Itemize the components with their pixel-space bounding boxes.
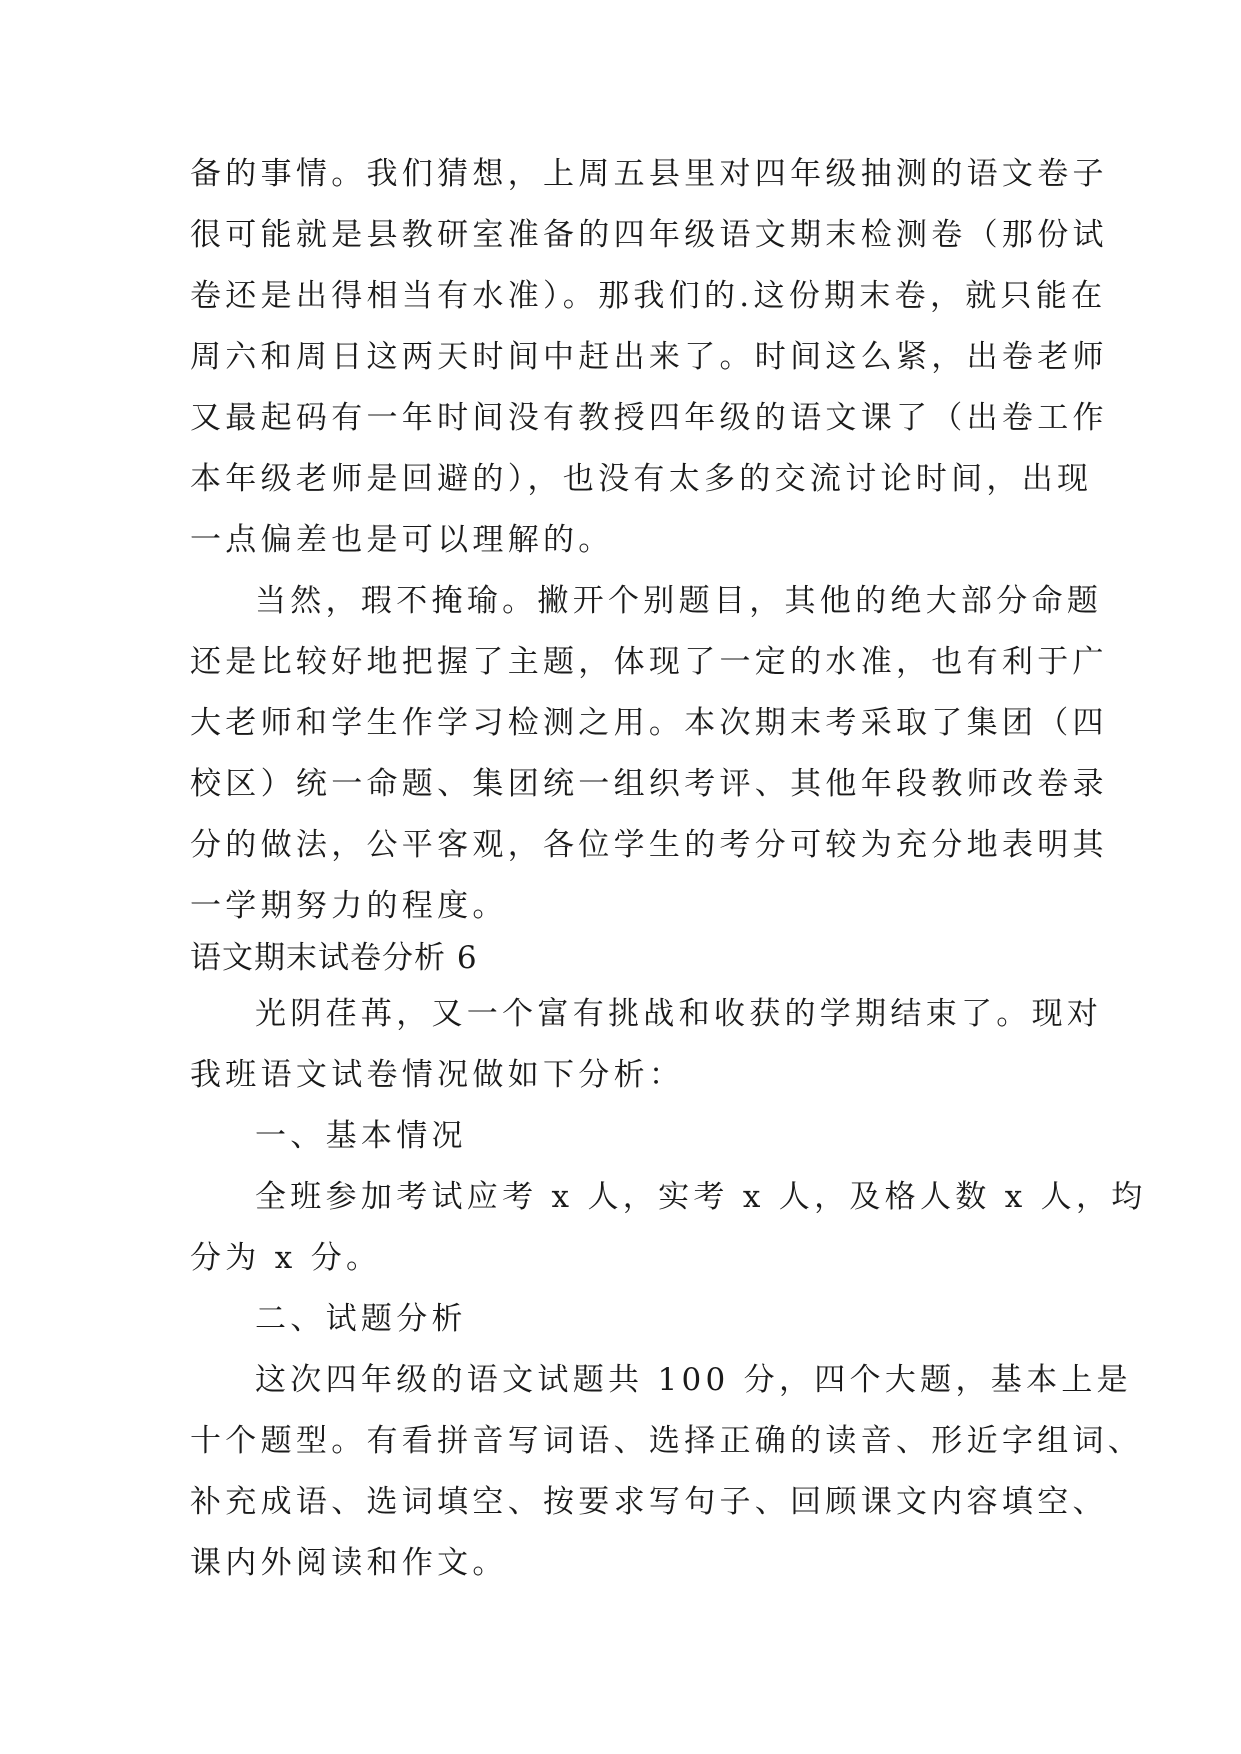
- subheading-question-analysis: 二、试题分析: [255, 1301, 467, 1337]
- text-line: 一学期努力的程度。: [190, 888, 508, 924]
- paragraph-start-line: 光阴荏苒，又一个富有挑战和收获的学期结束了。现对: [255, 996, 1103, 1032]
- paragraph-start-line: 当然，瑕不掩瑜。撇开个别题目，其他的绝大部分命题: [255, 583, 1103, 619]
- text-line: 补充成语、选词填空、按要求写句子、回顾课文内容填空、: [190, 1484, 1108, 1520]
- paragraph-start-line: 这次四年级的语文试题共 100 分，四个大题，基本上是: [255, 1362, 1132, 1398]
- text-line: 一点偏差也是可以理解的。: [190, 522, 614, 558]
- text-line: 我班语文试卷情况做如下分析：: [190, 1057, 685, 1093]
- text-line: 周六和周日这两天时间中赶出来了。时间这么紧，出卷老师: [190, 339, 1108, 375]
- text-line: 分的做法，公平客观，各位学生的考分可较为充分地表明其: [190, 827, 1108, 863]
- text-line: 课内外阅读和作文。: [190, 1545, 508, 1581]
- text-line: 本年级老师是回避的），也没有太多的交流讨论时间，出现: [190, 461, 1093, 497]
- text-line: 备的事情。我们猜想，上周五县里对四年级抽测的语文卷子: [190, 156, 1108, 192]
- text-line: 又最起码有一年时间没有教授四年级的语文课了（出卷工作: [190, 400, 1108, 436]
- text-line: 校区）统一命题、集团统一组织考评、其他年段教师改卷录: [190, 766, 1108, 802]
- paragraph-start-line: 全班参加考试应考 x 人，实考 x 人，及格人数 x 人，均: [255, 1179, 1147, 1215]
- section-heading: 语文期末试卷分析 6: [190, 940, 478, 976]
- text-line: 大老师和学生作学习检测之用。本次期末考采取了集团（四: [190, 705, 1108, 741]
- text-line: 卷还是出得相当有水准）。那我们的.这份期末卷，就只能在: [190, 278, 1107, 314]
- text-line: 很可能就是县教研室准备的四年级语文期末检测卷（那份试: [190, 217, 1108, 253]
- text-line: 还是比较好地把握了主题，体现了一定的水准，也有利于广: [190, 644, 1108, 680]
- text-line: 十个题型。有看拼音写词语、选择正确的读音、形近字组词、: [190, 1423, 1144, 1459]
- text-line: 分为 x 分。: [190, 1240, 382, 1276]
- subheading-basic-situation: 一、基本情况: [255, 1118, 467, 1154]
